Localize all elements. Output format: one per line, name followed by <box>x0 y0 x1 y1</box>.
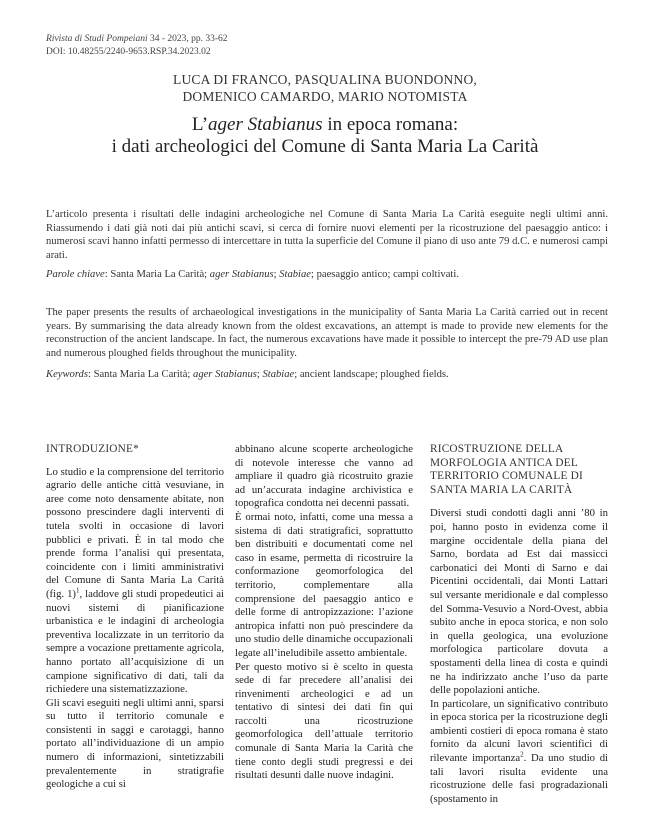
footnote-ref[interactable]: 2 <box>520 750 524 759</box>
title-prefix: L’ <box>191 114 209 135</box>
paragraph-text: . Da uno studio di tali lavori risulta evidente una ricostruzione delle fasi progradazionali (spostamento in <box>430 752 609 805</box>
authors-line-2: DOMENICO CAMARDO, MARIO NOTOMISTA <box>182 89 468 104</box>
title-italic: ager Stabianus <box>208 114 323 135</box>
paragraph <box>46 466 224 697</box>
paragraph: Per questo motivo si è scelto in questa sede di far precedere all’analisi dei rinvenimenti archeologici e ad un tentativo di sintesi dei dati fin qui raccolti una ricostruzione geomorfologica dell’attuale territorio comunale di Santa Maria la Carità che tiene conto degli studi pregressi e dei risultati desunti dalle nuove indagini. <box>235 660 413 782</box>
paragraph: Diversi studi condotti dagli anni ’80 in poi, hanno posto in evidenza come il margine occidentale della piana del Sarno, bordata ad Est dai massicci carbonatici dei Monti di Sarno e dai Picentini occidentali, dai Monti Lattari sul versante meridionale e dal complesso del Somma-Vesuvio a Nord-Ovest, abbia subito anche in epoca storica, e non solo in quella geologica, una evoluzione morfologica particolare dovuta a spostamenti della linea di costa e quindi ne ha indirizzato anche l’uso da parte delle popolazioni antiche. <box>430 507 608 697</box>
section-heading-introduzione: INTRODUZIONE* <box>46 443 139 455</box>
paragraph: È ormai noto, infatti, come una messa a sistema di dati stratigrafici, soprattutto ben distribuiti e documentati come nel caso in esame, permetta di ricostruire la conformazione geomorfologica del territorio, complementare alla comprensione del paesaggio antico e delle forme di antropizzazione: l’azione antropica infatti non può prescindere da uno studio delle dinamiche occupazionali legate all’ineludibile assetto ambientale. <box>235 510 413 659</box>
keyword-text: : Santa Maria La Carità; <box>104 269 210 280</box>
keywords-label: Keywords <box>46 369 88 380</box>
keyword-text: ; ancient landscape; ploughed fields. <box>294 369 449 380</box>
paragraph: abbinano alcune scoperte archeologiche di notevole interesse che vanno ad ampliare il quadro già ricostruito grazie ad un’accurata indagine archivistica e topografica condotta nei decenni passati. <box>235 443 413 510</box>
title-line-2: i dati archeologici del Comune di Santa Maria La Carità <box>111 136 539 157</box>
keywords-english <box>46 368 608 382</box>
running-header <box>46 33 228 59</box>
keyword-text: ; paesaggio antico; campi coltivati. <box>311 269 459 280</box>
journal-citation <box>46 33 228 46</box>
title-rest: in epoca romana: <box>322 114 459 135</box>
column-1 <box>46 443 224 792</box>
keywords-italian <box>46 268 608 282</box>
abstract-italian: L’articolo presenta i risultati delle indagini archeologiche nel Comune di Santa Maria La Carità eseguite negli ultimi anni. Riassumendo i dati già noti dai più antichi scavi, si cerca di fornire nuovi elementi per la ricostruzione del paesaggio antico: i numerosi scavi hanno infatti permesso di intercettare in tutta la superficie del Comune il piano di uso ante 79 d.C. e numerosi campi arati. <box>46 209 608 261</box>
journal-issue: 34 - 2023, pp. 33-62 <box>147 34 228 44</box>
column-3 <box>430 443 608 806</box>
keyword-text: : Santa Maria La Carità; <box>87 369 194 380</box>
paragraph-text: , laddove gli studi propedeutici ai nuovi sistemi di pianificazione urbanistica e le indagini di archeologia preventiva localizzate in un territorio da sempre a vocazione prettamente agricola, hanno portato all’acquisizione di un campione significativo di dati, tali da richiedere una sistematizzazione. <box>46 587 225 696</box>
abstract-english: The paper presents the results of archaeological investigations in the municipality of Santa Maria La Carità carried out in recent years. By summarising the data already known from the oldest excavations, an attempt is made to provide new elements for the reconstruction of the ancient landscape. In fact, the numerous excavations have made it possible to intercept the pre-79 AD use plan and numerous ploughed fields throughout the municipality. <box>46 307 608 359</box>
column-2 <box>235 443 413 783</box>
keyword-italic: Stabiae <box>262 369 295 380</box>
paragraph: Gli scavi eseguiti negli ultimi anni, sparsi su tutto il territorio comunale e consistenti in saggi e carotaggi, hanno portato all’individuazione di un ampio numero di informazioni, sintetizzabili prevalentemente in stratigrafie geologiche a cui si <box>46 696 224 791</box>
footnote-ref[interactable]: 1 <box>75 586 80 595</box>
keyword-italic: Stabiae <box>279 269 311 280</box>
keyword-text: ; <box>273 269 280 280</box>
keywords-label: Parole chiave <box>46 269 105 280</box>
keyword-text: ; <box>256 369 263 380</box>
article-title <box>0 114 650 158</box>
title-line-1 <box>0 114 650 136</box>
paragraph-text: Lo studio e la comprensione del territorio agrario delle antiche città vesuviane, in aree come noto densamente abitate, non possono prescindere dagli interventi di tutela svolti in occasione di lavori pubblici e privati. È in tal modo che prende forma l’analisi qui presentata, coincidente con i limiti amministrativi del Comune di Santa Maria La Carità (fig. 1) <box>46 465 224 600</box>
journal-name: Rivista di Studi Pompeiani <box>46 34 148 44</box>
paragraph <box>430 698 608 807</box>
keyword-italic: ager Stabianus <box>193 369 257 380</box>
doi: DOI: 10.48255/2240-9653.RSP.34.2023.02 <box>46 47 211 57</box>
section-heading-ricostruzione: RICOSTRUZIONE DELLA MORFOLOGIA ANTICA DEL TERRITORIO COMUNALE DI SANTA MARIA LA CARITÀ <box>430 443 583 496</box>
paragraph-text: In particolare, un significativo contributo in epoca storica per la ricostruzione degli ambienti costieri di epoca romana è stato fornito da alcuni lavori scientifici di rilevante importanza <box>430 697 608 765</box>
authors <box>0 71 650 105</box>
keyword-italic: ager Stabianus <box>209 269 274 280</box>
authors-line-1: LUCA DI FRANCO, PASQUALINA BUONDONNO, <box>173 72 477 87</box>
